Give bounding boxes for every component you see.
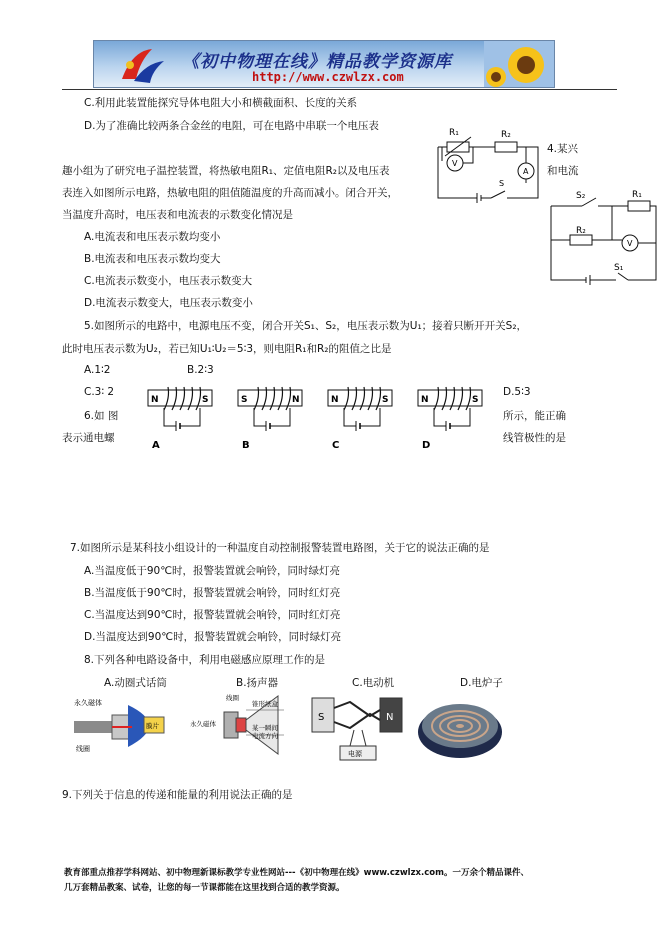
pole-right-a: S xyxy=(202,395,209,405)
q8-option-a: A.动圈式话筒 xyxy=(104,677,167,689)
q5-line-2: 此时电压表示数为U₂，若已知U₁∶U₂＝5∶3，则电阻R₁和R₂的阻值之比是 xyxy=(62,343,392,355)
solenoid-a xyxy=(148,387,212,451)
q4-line-3: 当温度升高时，电压表和电流表的示数变化情况是 xyxy=(62,209,293,221)
header-banner xyxy=(93,40,555,88)
spk-label-moment: 某一瞬间 xyxy=(252,724,278,732)
q9-line-1: 9.下列关于信息的传递和能量的利用说法正确的是 xyxy=(62,789,293,801)
q4-circuit-diagram xyxy=(433,123,543,208)
solenoid-label-b: B xyxy=(242,440,250,451)
q4-label-r2: R₂ xyxy=(501,130,511,140)
q6-line-1b: 所示，能正确 xyxy=(503,410,566,422)
q4-line-2: 表连入如图所示电路，热敏电阻的阻值随温度的升高而减小。闭合开关， xyxy=(62,187,398,199)
q4-text-a: 和电流 xyxy=(547,165,579,177)
q8-microphone-figure xyxy=(72,695,177,755)
motor-label-s: S xyxy=(318,712,325,723)
spk-label-magnet: 永久磁体 xyxy=(190,720,216,728)
q8-speaker-figure xyxy=(188,690,298,762)
mic-label-coil: 线圈 xyxy=(76,745,90,753)
q8-stove-figure xyxy=(415,692,505,762)
q3-option-c: C.利用此装置能探究导体电阻大小和横截面积、长度的关系 xyxy=(84,97,358,109)
q4-option-b: B.电流表和电压表示数均变大 xyxy=(84,253,221,265)
banner-title: 《初中物理在线》精品教学资源库 xyxy=(182,52,452,72)
q3-option-d: D.为了准确比较两条合金丝的电阻，可在电路中串联一个电压表 xyxy=(84,120,379,132)
q4-option-c: C.电流表示数变小，电压表示数变大 xyxy=(84,275,253,287)
footer-line-1: 教育部重点推荐学科网站、初中物理新课标教学专业性网站---《初中物理在线》www.czwlzx.com。一万余个精品课件、 xyxy=(64,868,529,878)
pole-left-a: N xyxy=(151,395,159,405)
q5-option-b: B.2∶3 xyxy=(187,364,214,376)
q8-motor-figure xyxy=(310,690,410,768)
q8-line-1: 8.下列各种电路设备中，利用电磁感应原理工作的是 xyxy=(84,654,326,666)
q6-line-2a: 表示通电螺 xyxy=(62,432,115,444)
solenoid-label-c: C xyxy=(332,440,340,451)
q5-label-r2: R₂ xyxy=(576,226,586,236)
q5-option-d: D.5∶3 xyxy=(503,386,531,398)
q6-line-2b: 线管极性的是 xyxy=(503,432,566,444)
q7-option-b: B.当温度低于90℃时，报警装置就会响铃，同时红灯亮 xyxy=(84,587,341,599)
q4-label-v: V xyxy=(452,159,458,168)
q4-option-d: D.电流表示数变大，电压表示数变小 xyxy=(84,297,253,309)
q7-option-a: A.当温度低于90℃时，报警装置就会响铃，同时绿灯亮 xyxy=(84,565,340,577)
q4-number: 4.某兴 xyxy=(547,143,579,155)
q7-line-1: 7.如图所示是某科技小组设计的一种温度自动控制报警装置电路图，关于它的说法正确的是 xyxy=(70,542,490,554)
spk-label-current: 电流方向 xyxy=(252,732,278,740)
q4-option-a: A.电流表和电压表示数均变小 xyxy=(84,231,221,243)
solenoid-d xyxy=(418,387,482,451)
sunflower-icon xyxy=(484,41,554,87)
q4-label-s: S xyxy=(499,179,505,188)
q5-option-a: A.1∶2 xyxy=(84,364,111,376)
q5-label-r1: R₁ xyxy=(632,190,642,200)
motor-label-n: N xyxy=(386,712,394,723)
q5-label-v: V xyxy=(627,239,633,248)
q8-option-c: C.电动机 xyxy=(352,677,395,689)
q5-option-c: C.3∶ 2 xyxy=(84,386,115,398)
q5-circuit-diagram xyxy=(546,188,661,288)
q7-option-d: D.当温度达到90℃时，报警装置就会响铃，同时绿灯亮 xyxy=(84,631,342,643)
pole-left-c: N xyxy=(331,395,339,405)
q4-label-a: A xyxy=(523,167,529,176)
q4-line-1: 趣小组为了研究电子温控装置，将热敏电阻R₁、定值电阻R₂以及电压表 xyxy=(62,165,390,177)
solenoid-label-d: D xyxy=(422,440,431,451)
q8-option-b: B.扬声器 xyxy=(236,677,279,689)
q5-line-1: 5.如图所示的电路中，电源电压不变，闭合开关S₁、S₂，电压表示数为U₁；接着只断开开关S₂， xyxy=(84,320,528,332)
pole-left-d: N xyxy=(421,395,429,405)
q6-line-1a: 6.如 图 xyxy=(84,410,119,422)
q5-label-s1: S₁ xyxy=(614,263,624,273)
mic-label-diaphragm: 膜片 xyxy=(146,722,159,730)
footer-line-2: 几万套精品教案、试卷，让您的每一节课都能在这里找到合适的教学资源。 xyxy=(64,883,345,893)
pole-right-c: S xyxy=(382,395,389,405)
solenoid-b xyxy=(238,387,302,451)
banner-url[interactable]: http://www.czwlzx.com xyxy=(252,70,404,84)
q8-option-d: D.电炉子 xyxy=(460,677,503,689)
site-logo-icon xyxy=(112,41,172,87)
q7-option-c: C.当温度达到90℃时，报警装置就会响铃，同时红灯亮 xyxy=(84,609,341,621)
pole-right-d: S xyxy=(472,395,479,405)
pole-right-b: N xyxy=(292,395,300,405)
solenoid-label-a: A xyxy=(152,440,160,451)
header-rule xyxy=(62,89,617,90)
q6-solenoid-figure xyxy=(146,386,496,454)
q5-label-s2: S₂ xyxy=(576,191,586,201)
spk-label-coil: 线圈 xyxy=(226,694,239,702)
motor-label-source: 电源 xyxy=(348,750,362,758)
spk-label-cone: 锥形纸盒 xyxy=(252,700,278,708)
mic-label-magnet: 永久磁体 xyxy=(74,699,102,707)
q4-label-r1: R₁ xyxy=(449,128,459,138)
solenoid-c xyxy=(328,387,392,451)
pole-left-b: S xyxy=(241,395,248,405)
